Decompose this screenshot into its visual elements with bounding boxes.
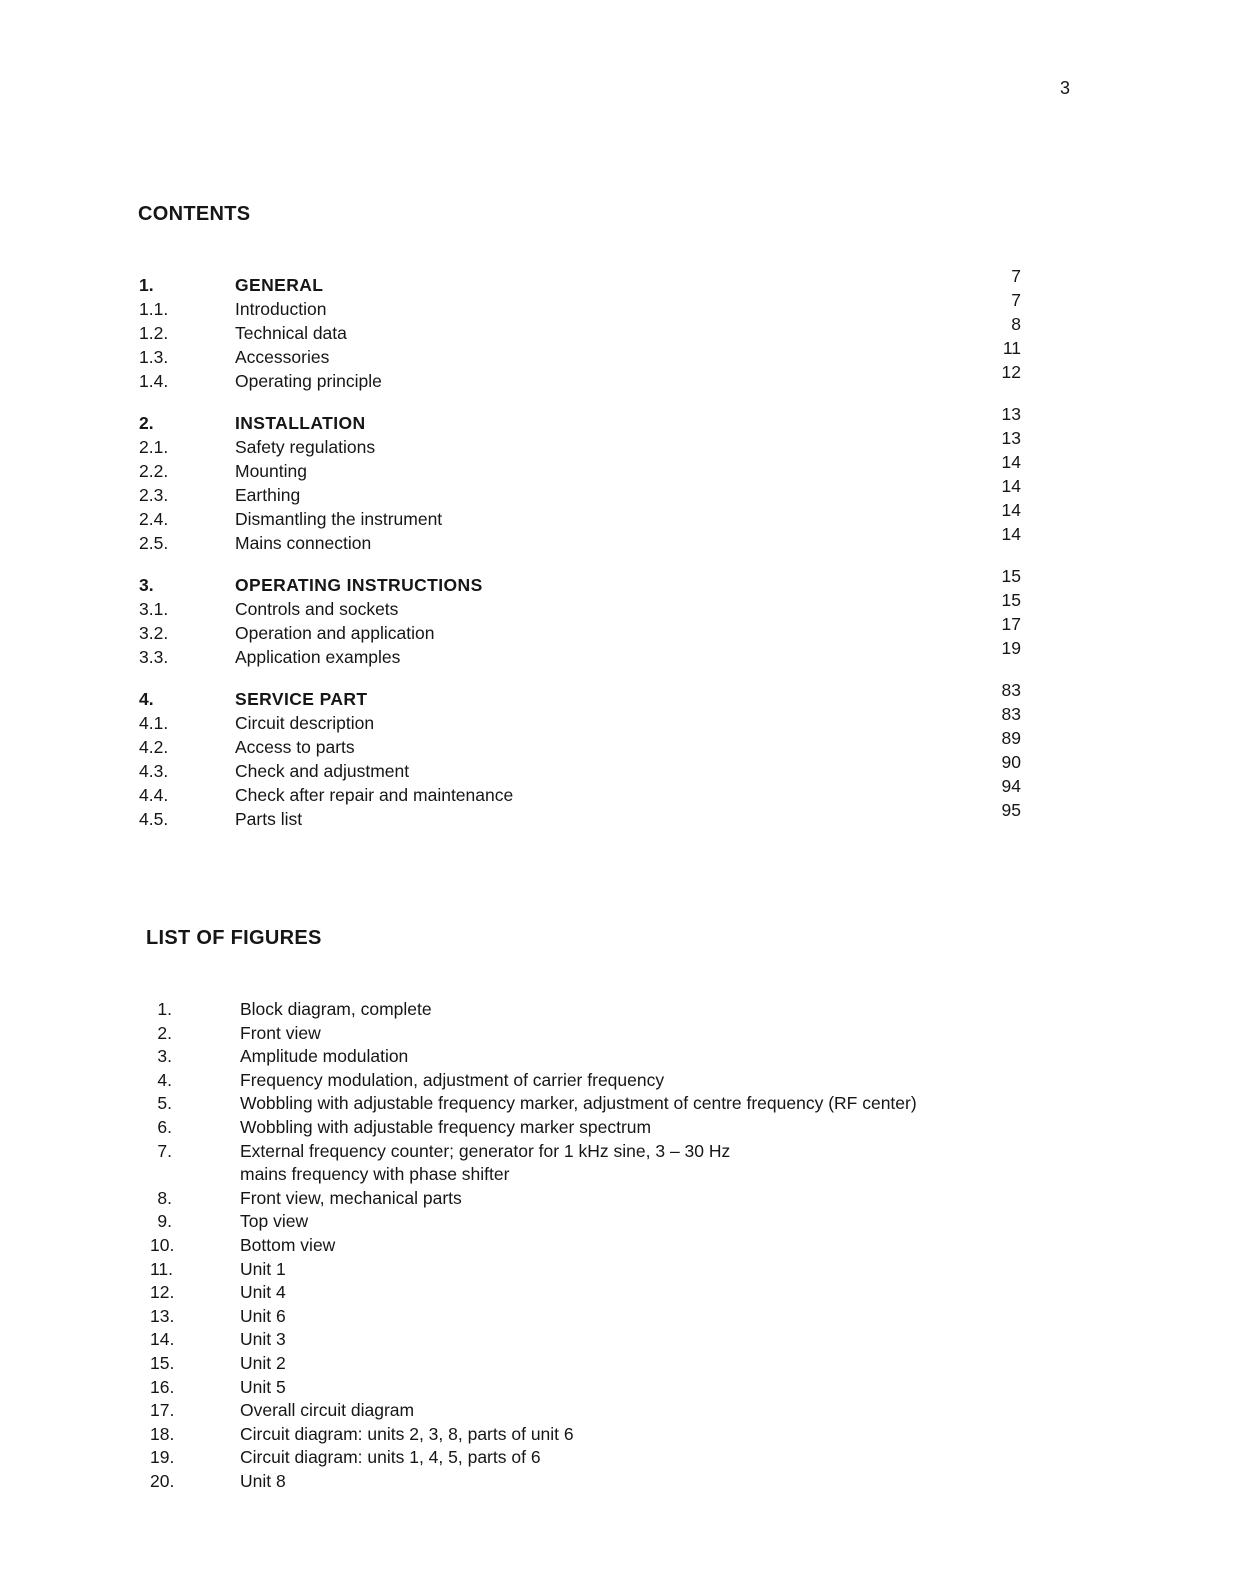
toc-title: Application examples [235,647,401,667]
toc-title: SERVICE PART [235,689,368,709]
toc-num: 3.2. [139,623,169,643]
toc-title: GENERAL [235,275,324,295]
toc-page: 7 [1011,266,1021,286]
toc-title: Mains connection [235,533,372,553]
toc-num: 1.3. [139,347,169,367]
figure-title: Frequency modulation, adjustment of carrier frequency [240,1069,665,1090]
toc-num: 3.3. [139,647,169,667]
figure-title: Unit 5 [240,1376,286,1397]
list-of-figures-heading: LIST OF FIGURES [146,927,322,949]
toc-title: Operation and application [235,623,435,643]
figure-entry [150,1281,1050,1305]
toc-num: 2.4. [139,509,169,529]
toc-page: 17 [1001,614,1021,634]
toc-section-heading [139,680,1039,710]
toc-num: 2.2. [139,461,169,481]
toc-num: 4. [139,689,154,709]
toc-title: Check and adjustment [235,761,410,781]
figure-number: 7. [157,1140,172,1161]
figure-number: 12. [150,1282,175,1303]
toc-title: Check after repair and maintenance [235,785,514,805]
toc-entry [139,776,1039,806]
figure-number: 18. [150,1423,175,1444]
figure-entry [150,1022,1050,1046]
figure-number: 14. [150,1329,175,1350]
toc-page: 12 [1001,362,1021,382]
toc-page: 94 [1001,776,1021,796]
figure-number: 15. [150,1352,175,1373]
toc-num: 1.1. [139,299,169,319]
toc-num: 2.5. [139,533,169,553]
figure-entry [150,1352,1050,1376]
toc-page: 13 [1001,428,1021,448]
toc-entry [139,500,1039,530]
figure-title: Circuit diagram: units 2, 3, 8, parts of unit 6 [240,1423,574,1444]
toc-entry [139,614,1039,644]
figure-entry [150,1305,1050,1329]
toc-page: 11 [1002,338,1021,358]
figure-title: Block diagram, complete [240,999,432,1019]
toc-page: 19 [1001,638,1021,658]
figure-title: Amplitude modulation [240,1046,409,1067]
figure-title: Unit 8 [240,1470,286,1491]
toc-num: 4.3. [139,761,169,781]
toc-entry [139,452,1039,482]
contents-heading: CONTENTS [138,203,251,225]
figure-entry [150,1092,1050,1116]
figure-title: Unit 6 [240,1305,286,1326]
figure-number: 9. [157,1211,172,1232]
toc-page: 83 [1001,704,1021,724]
toc-num: 4.2. [139,737,169,757]
figure-number: 1. [157,999,172,1019]
figure-entry [150,1328,1050,1352]
toc-page: 15 [1001,590,1021,610]
figure-entry [150,1187,1050,1211]
toc-entry [139,362,1039,392]
figure-number: 19. [150,1447,175,1468]
toc-entry [139,704,1039,734]
toc-entry [139,800,1039,830]
toc-title: Parts list [235,809,303,829]
toc-page: 14 [1001,524,1021,544]
toc-num: 1. [139,275,154,295]
toc-page: 83 [1001,680,1021,700]
toc-title: OPERATING INSTRUCTIONS [235,575,483,595]
toc-page: 14 [1001,476,1021,496]
figure-entry [150,1116,1050,1140]
figure-number: 20. [150,1470,175,1491]
toc-entry [139,590,1039,620]
toc-num: 4.4. [139,785,169,805]
toc-title: INSTALLATION [235,413,366,433]
toc-num: 4.1. [139,713,169,733]
toc-section-heading [139,566,1039,596]
figure-title: Unit 2 [240,1352,286,1373]
toc-section [139,404,1039,554]
list-of-figures [150,998,1050,1493]
figure-title: Unit 3 [240,1329,286,1350]
figure-title: Circuit diagram: units 1, 4, 5, parts of 6 [240,1447,541,1468]
figure-number: 16. [150,1376,175,1397]
figure-number: 11. [150,1258,174,1279]
toc-title: Access to parts [235,737,355,757]
figure-number: 10. [150,1234,175,1255]
toc-section [139,680,1039,830]
figure-title: Unit 4 [240,1282,286,1303]
toc-page: 14 [1001,500,1021,520]
figure-number: 8. [157,1187,172,1208]
figure-entry [150,1140,1050,1187]
toc-page: 14 [1001,452,1021,472]
figure-entry [150,1234,1050,1258]
toc-page: 89 [1001,728,1021,748]
figure-entry [150,1045,1050,1069]
toc-title: Introduction [235,299,327,319]
toc-page: 95 [1001,800,1021,820]
figure-entry [150,1446,1050,1470]
figure-number: 2. [157,1022,172,1043]
toc-entry [139,524,1039,554]
toc-title: Operating principle [235,371,382,391]
figure-title: Front view [240,1022,321,1043]
toc-page: 90 [1001,752,1021,772]
toc-page: 7 [1011,290,1021,310]
toc-title: Mounting [235,461,307,481]
figure-number: 5. [157,1093,172,1114]
toc-section-heading [139,404,1039,434]
figure-title: Unit 1 [240,1258,286,1279]
figure-entry [150,1376,1050,1400]
toc-title: Circuit description [235,713,375,733]
toc-entry [139,338,1039,368]
figure-entry [150,1423,1050,1447]
toc-num: 1.4. [139,371,169,391]
toc-entry [139,314,1039,344]
figure-entry [150,1210,1050,1234]
toc-page: 8 [1011,314,1021,334]
page-number: 3 [1060,78,1071,98]
toc-page: 15 [1001,566,1021,586]
toc-entry [139,752,1039,782]
figure-title: Top view [240,1211,309,1232]
figure-title: Bottom view [240,1234,336,1255]
figure-title: External frequency counter; generator for 1 kHz sine, 3 – 30 Hz mains frequency with phase shifter [240,1140,731,1185]
figure-entry [150,1399,1050,1423]
toc-num: 1.2. [139,323,169,343]
figure-title: Overall circuit diagram [240,1400,415,1421]
toc-page: 13 [1001,404,1021,424]
toc-num: 2.1. [139,437,169,457]
toc-title: Accessories [235,347,330,367]
figure-number: 3. [157,1046,172,1067]
figure-entry [150,1470,1050,1494]
toc-title: Controls and sockets [235,599,399,619]
figure-number: 13. [150,1305,175,1326]
toc-title: Safety regulations [235,437,376,457]
toc-entry [139,476,1039,506]
figure-entry [150,1258,1050,1282]
toc-title: Earthing [235,485,301,505]
figure-number: 17. [150,1400,175,1421]
toc-entry [139,638,1039,668]
toc-title: Dismantling the instrument [235,509,443,529]
toc-num: 4.5. [139,809,169,829]
toc-entry [139,728,1039,758]
toc-num: 2. [139,413,154,433]
figure-title: Front view, mechanical parts [240,1187,462,1208]
figure-number: 6. [157,1116,172,1137]
toc-num: 2.3. [139,485,169,505]
toc-section [139,566,1039,668]
toc-section [139,266,1039,392]
figure-title: Wobbling with adjustable frequency marker, adjustment of centre frequency (RF center) [240,1093,917,1114]
figure-title: Wobbling with adjustable frequency marker spectrum [240,1116,652,1137]
toc-num: 3.1. [139,599,169,619]
toc-title: Technical data [235,323,347,343]
figure-entry [150,1069,1050,1093]
toc-num: 3. [139,575,154,595]
table-of-contents [139,266,1039,848]
figure-entry [150,998,1050,1022]
figure-number: 4. [157,1069,172,1090]
toc-entry [139,428,1039,458]
toc-entry [139,290,1039,320]
toc-section-heading [139,266,1039,296]
